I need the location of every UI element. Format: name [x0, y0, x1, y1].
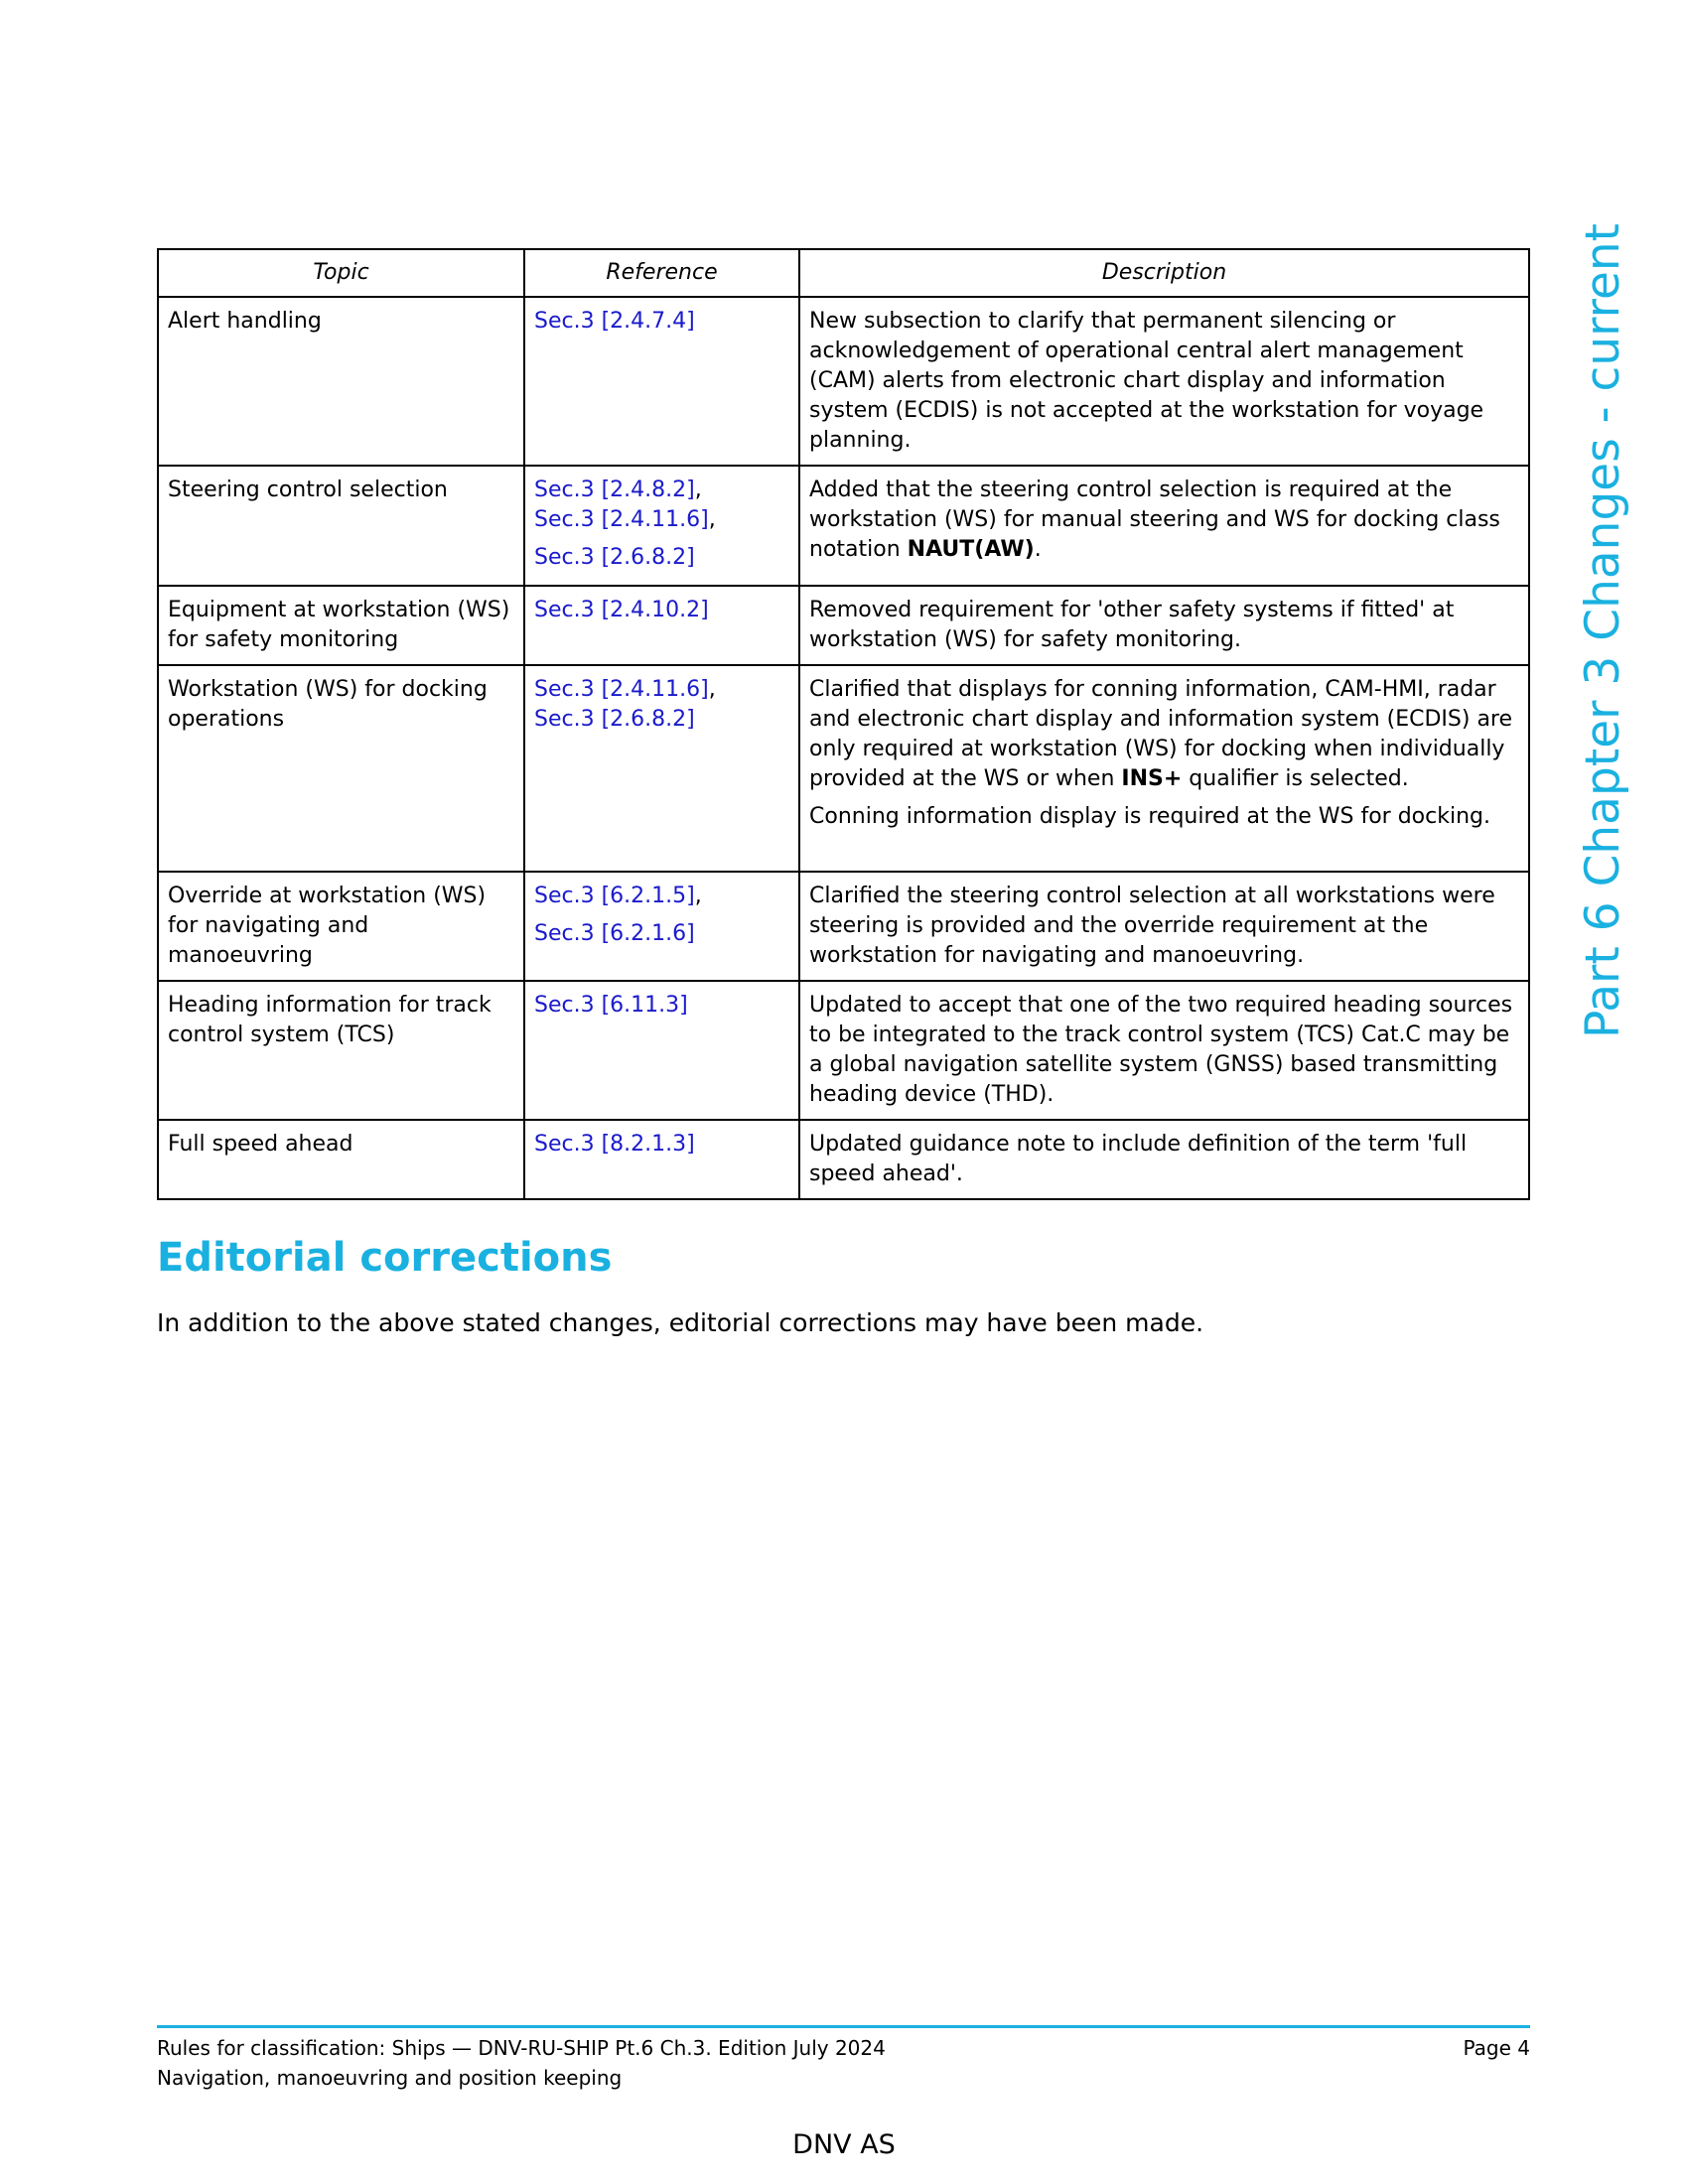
table-row — [158, 466, 1529, 586]
reference-cell: Sec.3 [2.4.11.6], Sec.3 [2.6.8.2] — [524, 665, 799, 872]
description-text: Clarified that displays for conning information, CAM-HMI, radar and electronic chart display and information system (ECDIS) are only required at workstation (WS) for docking when individually provided at the WS or when — [809, 677, 1513, 791]
description-text: Added that the steering control selection is required at the workstation (WS) for manual steering and WS for docking class notation — [809, 478, 1500, 562]
footer-document-title: Rules for classification: Ships — DNV-RU-SHIP Pt.6 Ch.3. Edition July 2024 — [157, 2036, 886, 2060]
editorial-text: In addition to the above stated changes, editorial corrections may have been made. — [157, 1308, 1204, 1337]
description-paragraph — [809, 675, 1519, 794]
description-cell — [799, 665, 1529, 872]
reference-link[interactable]: Sec.3 [6.2.1.6] — [534, 921, 695, 946]
reference-cell — [524, 1120, 799, 1199]
reference-link[interactable]: Sec.3 [2.4.7.4] — [534, 309, 695, 334]
description-cell: Updated guidance note to include definition of the term 'full speed ahead'. — [799, 1120, 1529, 1199]
header-description: Description — [799, 249, 1529, 297]
table-row — [158, 297, 1529, 466]
reference-link[interactable]: Sec.3 [2.4.11.6] — [534, 677, 709, 702]
company-name: DNV AS — [792, 2129, 896, 2160]
reference-link[interactable]: Sec.3 [6.2.1.5] — [534, 884, 695, 908]
topic-cell: Steering control selection — [158, 466, 524, 586]
topic-cell: Heading information for track control system (TCS) — [158, 981, 524, 1120]
side-title: Part 6 Chapter 3 Changes - current — [1576, 222, 1630, 1038]
table-row — [158, 586, 1529, 665]
table-header-row — [158, 249, 1529, 297]
footer-document-subtitle: Navigation, manoeuvring and position keeping — [157, 2066, 623, 2090]
reference-cell: Sec.3 [2.4.8.2], Sec.3 [2.4.11.6], Sec.3 [2.6.8.2] — [524, 466, 799, 586]
topic-cell: Workstation (WS) for docking operations — [158, 665, 524, 872]
topic-cell: Override at workstation (WS) for navigating and manoeuvring — [158, 872, 524, 981]
description-text: . — [1034, 537, 1042, 562]
reference-link[interactable]: Sec.3 [2.6.8.2] — [534, 707, 695, 732]
page-number: Page 4 — [1463, 2036, 1530, 2060]
topic-cell: Alert handling — [158, 297, 524, 466]
description-text: qualifier is selected. — [1182, 766, 1409, 791]
reference-link[interactable]: Sec.3 [2.6.8.2] — [534, 545, 695, 570]
reference-cell — [524, 981, 799, 1120]
reference-link[interactable]: Sec.3 [6.11.3] — [534, 993, 688, 1018]
editorial-heading: Editorial corrections — [157, 1235, 613, 1281]
qualifier: INS+ — [1121, 766, 1183, 791]
footer-divider — [157, 2025, 1530, 2028]
class-notation: NAUT(AW) — [907, 537, 1035, 562]
reference-cell — [524, 297, 799, 466]
changes-table — [157, 248, 1530, 1200]
header-topic: Topic — [158, 249, 524, 297]
table-row — [158, 665, 1529, 872]
reference-link[interactable]: Sec.3 [2.4.10.2] — [534, 598, 709, 622]
reference-cell — [524, 586, 799, 665]
topic-cell: Equipment at workstation (WS) for safety monitoring — [158, 586, 524, 665]
reference-link[interactable]: Sec.3 [8.2.1.3] — [534, 1132, 695, 1157]
description-cell — [799, 466, 1529, 586]
description-cell: Removed requirement for 'other safety systems if fitted' at workstation (WS) for safety monitoring. — [799, 586, 1529, 665]
description-cell: Clarified the steering control selection at all workstations were steering is provided and the override requirement at the workstation for navigating and manoeuvring. — [799, 872, 1529, 981]
reference-link[interactable]: Sec.3 [2.4.8.2] — [534, 478, 695, 502]
topic-cell: Full speed ahead — [158, 1120, 524, 1199]
reference-cell: Sec.3 [6.2.1.5], Sec.3 [6.2.1.6] — [524, 872, 799, 981]
table-row — [158, 981, 1529, 1120]
reference-link[interactable]: Sec.3 [2.4.11.6] — [534, 507, 709, 532]
header-reference: Reference — [524, 249, 799, 297]
table-row — [158, 872, 1529, 981]
description-cell: Updated to accept that one of the two required heading sources to be integrated to the track control system (TCS) Cat.C may be a global navigation satellite system (GNSS) based transmitting heading device (THD). — [799, 981, 1529, 1120]
table-row — [158, 1120, 1529, 1199]
description-paragraph: Conning information display is required at the WS for docking. — [809, 804, 1490, 829]
description-cell: New subsection to clarify that permanent silencing or acknowledgement of operational central alert management (CAM) alerts from electronic chart display and information system (ECDIS) is not accepted at the workstation for voyage planning. — [799, 297, 1529, 466]
